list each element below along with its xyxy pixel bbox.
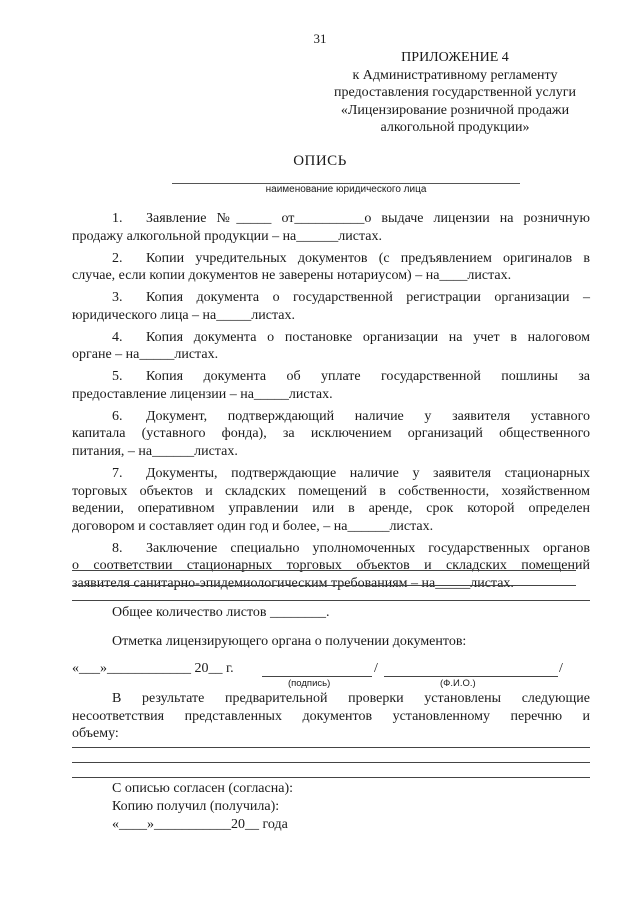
appendix-line: алкогольной продукции» — [380, 120, 530, 135]
item-text: продажу алкогольной продукции – на______листах. — [72, 228, 382, 244]
slash-separator: / — [374, 661, 378, 676]
entity-name-caption: наименование юридического лица — [265, 184, 427, 195]
appendix-line: предоставления государственной услуги — [334, 85, 576, 100]
appendix-header — [300, 49, 610, 137]
item-number: 2. — [112, 250, 123, 266]
fio-caption: (Ф.И.О.) — [440, 678, 476, 689]
list-item — [72, 250, 590, 285]
receipt-mark-label: Отметка лицензирующего органа о получении документов: — [112, 634, 467, 649]
item-first-line — [72, 465, 590, 483]
item-text: питания, – на______листах. — [72, 444, 238, 460]
item-text: случае, если копии документов не заверены нотариусом) – на____листах. — [72, 268, 512, 284]
appendix-line: «Лицензирование розничной продажи — [340, 102, 570, 118]
list-item — [72, 465, 590, 535]
item-number: 5. — [112, 369, 123, 385]
blank-line — [72, 747, 590, 748]
signature-line — [262, 676, 372, 677]
item-text: Копия документа о постановке организации на учет в налоговом — [146, 329, 590, 345]
item-first-line — [72, 250, 590, 268]
item-text: ведении, оперативном управлении или в аренде, срок которой определен — [72, 501, 590, 517]
receipt-date: «___»____________ 20__ г. — [72, 661, 234, 676]
item-number: 6. — [112, 408, 123, 424]
final-date: «____»___________20__ года — [112, 817, 288, 832]
appendix-line: к Административному регламенту — [352, 67, 558, 83]
item-text: юридического лица – на_____листах. — [72, 307, 295, 323]
list-item — [72, 289, 590, 324]
item-text: Копии учредительных документов (с предъявлением оригиналов в — [146, 250, 590, 266]
result-line: объему: — [72, 726, 119, 741]
result-line: несоответствия представленных документов установленному перечню и — [72, 708, 590, 724]
blank-line — [72, 762, 590, 763]
item-first-line — [72, 210, 590, 228]
list-item — [72, 368, 590, 403]
result-line: В результате предварительной проверки установлены следующие — [112, 691, 590, 706]
item-number: 8. — [112, 540, 123, 556]
item-first-line — [72, 289, 590, 307]
copy-received-text: Копию получил (получила): — [112, 799, 280, 814]
item-text: предоставление лицензии – на_____листах. — [72, 386, 333, 402]
page-number: 31 — [313, 31, 327, 46]
total-sheets: Общее количество листов ________. — [112, 605, 330, 620]
item-number: 7. — [112, 466, 123, 482]
signature-caption: (подпись) — [288, 678, 331, 689]
item-first-line — [72, 540, 590, 558]
item-text: Заключение специально уполномоченных государственных органов — [146, 540, 590, 556]
items-list — [72, 210, 590, 597]
blank-line — [72, 600, 590, 601]
item-text: Документ, подтверждающий наличие у заявителя уставного — [146, 408, 590, 424]
item-text: о соответствии стационарных торговых объектов и складских помещений — [72, 558, 590, 574]
appendix-title: ПРИЛОЖЕНИЕ 4 — [401, 50, 509, 65]
blank-line — [72, 777, 590, 778]
item-text: договором и составляет один год и более, – на______листах. — [72, 518, 434, 534]
slash-separator: / — [559, 661, 563, 676]
blank-line — [72, 585, 576, 586]
document-title: ОПИСЬ — [293, 153, 347, 169]
fio-line — [384, 676, 558, 677]
list-item — [72, 329, 590, 364]
item-first-line — [72, 408, 590, 426]
item-text: капитала (уставного фонда), за исключением организаций общественного — [72, 426, 590, 442]
item-text: заявителя санитарно-эпидемиологическим требованиям – на_____листах. — [72, 576, 514, 592]
item-text: Заявление №_____ от__________о выдаче лицензии на розничную — [146, 211, 590, 226]
item-number: 1. — [112, 211, 123, 226]
item-text: торговых объектов и складских помещений в собственности, хозяйственном — [72, 483, 590, 499]
item-text: Копия документа об уплате государственной пошлины за — [146, 369, 590, 385]
result-paragraph — [72, 690, 590, 743]
item-number: 4. — [112, 329, 123, 345]
item-first-line — [72, 368, 590, 386]
list-item — [72, 210, 590, 245]
list-item — [72, 408, 590, 461]
item-text: Документы, подтверждающие наличие у заявителя стационарных — [146, 466, 590, 482]
agreed-text: С описью согласен (согласна): — [112, 781, 293, 796]
item-first-line — [72, 329, 590, 347]
blank-line — [72, 570, 576, 571]
item-number: 3. — [112, 290, 123, 306]
item-text: Копия документа о государственной регистрации организации – — [146, 290, 590, 306]
item-text: органе – на_____листах. — [72, 347, 219, 363]
